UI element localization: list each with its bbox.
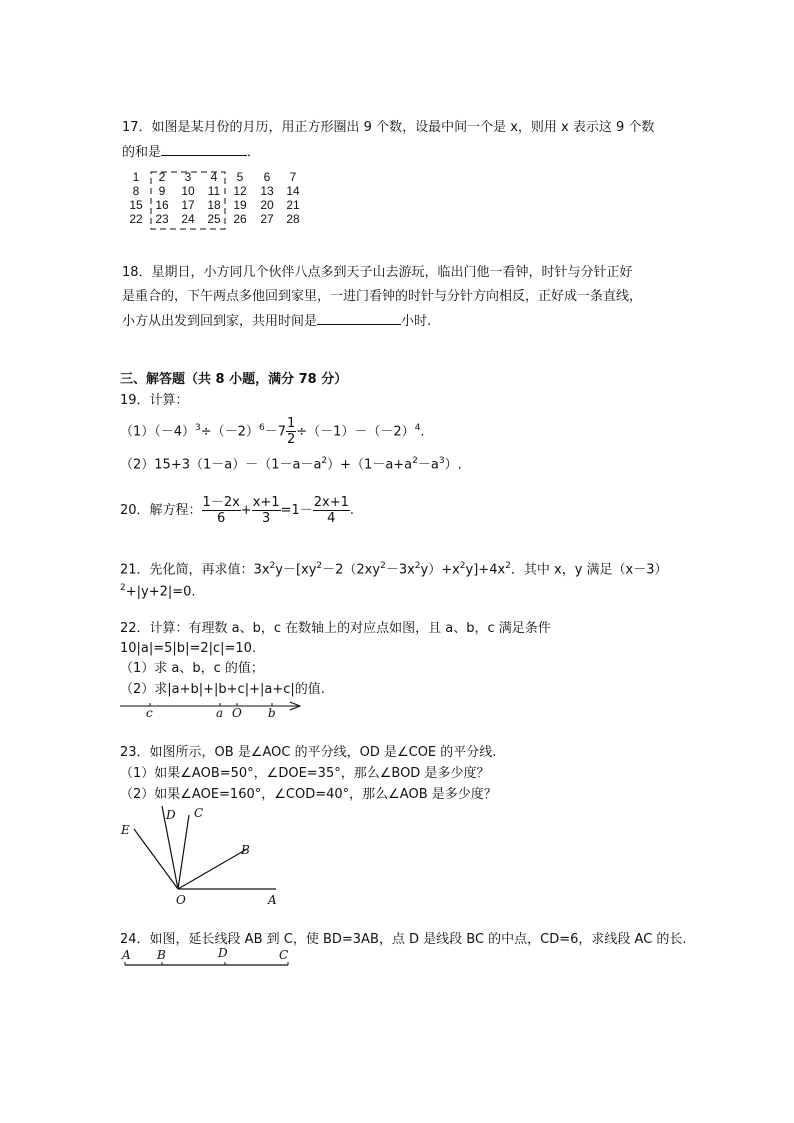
label-b: b xyxy=(268,706,276,720)
q18-answer-blank xyxy=(317,310,401,325)
exponent: 2 xyxy=(459,561,466,571)
denominator: 3 xyxy=(261,511,271,526)
denominator: 2 xyxy=(286,432,296,448)
denominator: 4 xyxy=(327,511,336,526)
q21-line1 xyxy=(120,556,668,580)
expr-part: ÷（－2） xyxy=(200,424,259,440)
calendar-cell: 14 xyxy=(286,184,300,198)
numerator: 2x+1 xyxy=(313,495,349,510)
q20-label: 20．解方程： xyxy=(120,503,202,518)
calendar-cell: 6 xyxy=(263,170,271,184)
fraction xyxy=(286,416,296,447)
angle-diagram xyxy=(110,800,310,910)
expr-part: （2）15+3（1－a）－（1－a－a xyxy=(120,457,322,473)
exponent: 2 xyxy=(412,456,418,466)
label-d: D xyxy=(166,808,176,822)
q18-line1: 18．星期日，小方同几个伙伴八点多到天子山去游玩，临出门他一看钟，时针与分针正好 xyxy=(122,265,633,280)
calendar-cell: 16 xyxy=(155,198,169,212)
calendar-cell: 11 xyxy=(207,184,221,198)
expr-part: +|y+2|=0. xyxy=(125,584,196,600)
expr-part: －7 xyxy=(264,424,286,440)
segment-diagram xyxy=(120,960,295,970)
calendar-selection-square xyxy=(122,170,312,240)
calendar-cell: 12 xyxy=(233,184,247,198)
q23-line1: 23．如图所示，OB 是∠AOC 的平分线，OD 是∠COE 的平分线. xyxy=(120,745,497,760)
calendar-cell: 5 xyxy=(236,170,244,184)
expr-part: ）. xyxy=(444,457,462,473)
expr-part: （1）（－4） xyxy=(120,424,196,440)
label-a: A xyxy=(268,893,277,907)
expr-part: y）+x xyxy=(420,562,460,578)
calendar-cell: 17 xyxy=(181,198,195,212)
denominator: 6 xyxy=(217,511,226,526)
expr-part: ÷（－1）－（－2） xyxy=(296,424,415,440)
label-e: E xyxy=(121,823,130,837)
label-o: O xyxy=(232,706,242,720)
exponent: 2 xyxy=(505,561,511,571)
expr-part: 21．先化简，再求值：3x xyxy=(120,562,270,578)
calendar-cell: 15 xyxy=(129,198,143,212)
calendar-cell: 13 xyxy=(260,184,274,198)
q23-line2: （1）如果∠AOB=50°，∠DOE=35°，那么∠BOD 是多少度？ xyxy=(120,766,490,781)
ray-oc xyxy=(178,815,189,889)
exponent: 3 xyxy=(438,456,445,466)
label-b: B xyxy=(241,843,250,857)
expr-part: －a xyxy=(417,457,439,473)
calendar-cell: 18 xyxy=(207,198,221,212)
label-c: c xyxy=(146,706,153,720)
calendar-cell: 1 xyxy=(132,170,140,184)
exponent: 3 xyxy=(195,423,201,433)
calendar-cell: 10 xyxy=(181,184,195,198)
calendar-cell: 19 xyxy=(233,198,247,212)
exponent: 2 xyxy=(316,561,323,571)
label-a: a xyxy=(216,706,224,720)
numerator: 1 xyxy=(286,416,296,432)
expr-part: ）+（1－a+a xyxy=(327,457,413,473)
label-c: C xyxy=(279,948,289,962)
q18-end: 小时. xyxy=(401,314,432,329)
q18-line2: 是重合的，下午两点多他回到家里，一进门看钟的时针与分针方向相反，正好成一条直线， xyxy=(122,289,643,304)
expr-part: ．其中 x，y 满足（x－3） xyxy=(510,562,668,578)
expr-part: －2（2xy xyxy=(322,562,381,578)
exponent: 2 xyxy=(380,561,386,571)
q18-text: 小方从出发到回到家，共用时间是 xyxy=(122,314,318,329)
label-o: O xyxy=(176,893,186,907)
label-a: A xyxy=(122,948,131,962)
q20 xyxy=(120,493,354,529)
calendar-cell: 20 xyxy=(260,198,274,212)
expr-part: . xyxy=(420,424,425,440)
calendar-cell: 25 xyxy=(207,212,221,226)
q19-part1 xyxy=(120,410,425,446)
q23-line3: （2）如果∠AOE=160°，∠COD=40°，那么∠AOB 是多少度？ xyxy=(120,787,497,802)
fraction xyxy=(313,495,350,526)
ray-ob xyxy=(178,849,247,889)
calendar-cell: 24 xyxy=(181,212,195,226)
q17-answer-blank xyxy=(161,141,247,156)
exponent: 4 xyxy=(414,423,421,433)
q22-line2: 10|a|=5|b|=2|c|=10. xyxy=(120,641,257,656)
calendar-cell: 28 xyxy=(286,212,300,226)
label-d: D xyxy=(218,946,228,960)
calendar-cell: 22 xyxy=(129,212,143,226)
calendar-cell: 27 xyxy=(260,212,274,226)
exponent: 2 xyxy=(414,561,421,571)
label-b: B xyxy=(157,948,166,962)
label-c: C xyxy=(194,806,204,820)
numerator: 1－2x xyxy=(202,495,240,510)
exponent: 2 xyxy=(269,561,276,571)
q17-end: ． xyxy=(247,145,261,160)
fraction xyxy=(202,495,241,526)
q19-title: 19．计算： xyxy=(120,393,189,408)
expr-part: y]+4x xyxy=(465,562,506,578)
q17-line2 xyxy=(122,141,260,163)
expr-part: y－[xy xyxy=(275,562,317,578)
fraction xyxy=(252,495,281,526)
operator: . xyxy=(349,503,355,518)
q22-line4: （2）求|a+b|+|b+c|+|a+c|的值. xyxy=(120,682,325,697)
numerator: x+1 xyxy=(252,495,280,510)
q18-line3 xyxy=(122,310,431,332)
calendar-cell: 4 xyxy=(210,170,218,184)
calendar-cell: 8 xyxy=(132,184,140,198)
q22-line1: 22．计算：有理数 a、b，c 在数轴上的对应点如图，且 a、b，c 满足条件 xyxy=(120,621,551,636)
calendar-cell: 2 xyxy=(158,170,166,184)
calendar-cell: 26 xyxy=(233,212,247,226)
q17-line1: 17．如图是某月份的月历，用正方形圈出 9 个数，设最中间一个是 x，则用 x 表示这 9 个数 xyxy=(122,120,655,135)
exponent: 2 xyxy=(321,456,328,466)
exponent: 2 xyxy=(120,583,126,593)
q21-line2 xyxy=(120,578,196,602)
operator: =1－ xyxy=(280,503,313,518)
calendar-cell: 21 xyxy=(286,198,300,212)
q22-line3: （1）求 a、b，c 的值； xyxy=(120,661,264,676)
expr-part: －3x xyxy=(385,562,415,578)
section-title: 三、解答题（共 8 小题，满分 78 分） xyxy=(120,372,348,387)
calendar-cell: 23 xyxy=(155,212,169,226)
q19-part2 xyxy=(120,451,462,475)
q24-line1: 24．如图，延长线段 AB 到 C，使 BD=3AB，点 D 是线段 BC 的中点，CD=6，求线段 AC 的长. xyxy=(120,932,687,947)
calendar-cell: 3 xyxy=(184,170,192,184)
q17-text: 的和是 xyxy=(122,145,162,160)
calendar-cell: 7 xyxy=(289,170,297,184)
calendar-cell: 9 xyxy=(158,184,166,198)
ray-oe xyxy=(134,829,178,889)
exponent: 6 xyxy=(258,423,265,433)
operator: + xyxy=(240,503,252,518)
